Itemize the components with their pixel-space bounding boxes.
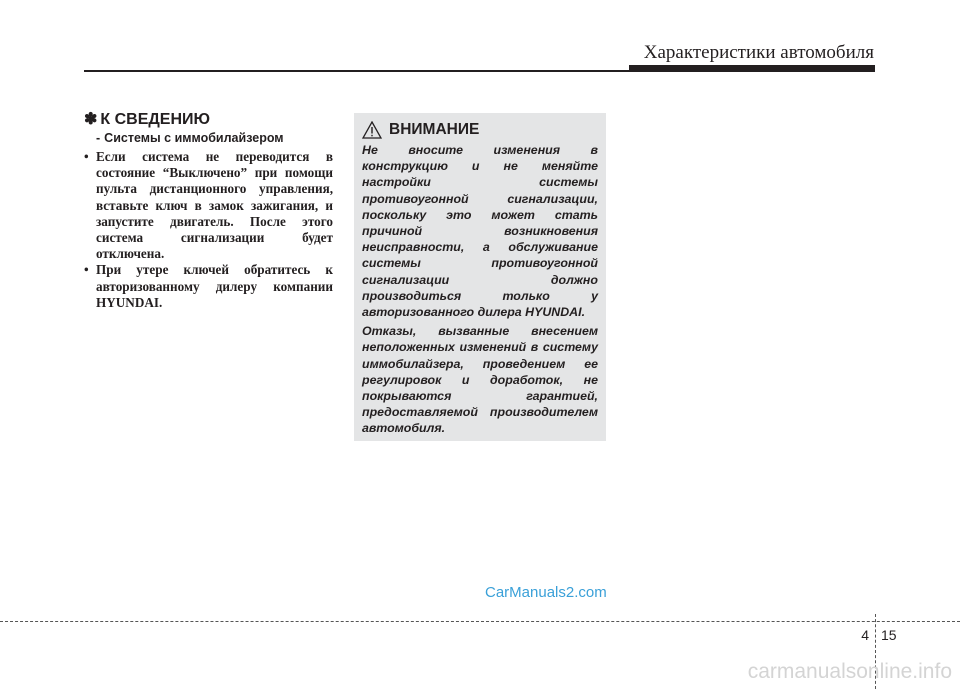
- watermark-link[interactable]: CarManuals2.com: [485, 584, 607, 601]
- header-rule-accent: [629, 65, 875, 72]
- list-item-text: При утере ключей обратитесь к авторизованному дилеру компании HYUNDAI.: [96, 262, 333, 310]
- info-heading: [84, 110, 333, 129]
- info-subheading: [96, 131, 333, 145]
- chapter-title: Характеристики автомобиля: [643, 42, 874, 63]
- page-number: 15: [881, 627, 897, 643]
- warning-header: [362, 121, 598, 139]
- warning-triangle-icon: [362, 121, 382, 139]
- footer-divider: [0, 621, 960, 622]
- list-item: [84, 149, 333, 262]
- bullet-icon: •: [84, 149, 89, 164]
- header-rule: [84, 70, 629, 72]
- subheading-dash: -: [96, 131, 101, 145]
- list-item: [84, 262, 333, 311]
- warning-title: ВНИМАНИЕ: [389, 121, 480, 138]
- info-subheading-text: Системы с иммобилайзером: [104, 131, 284, 145]
- chapter-number: 4: [861, 627, 869, 643]
- warning-box: [354, 113, 606, 441]
- warning-paragraph: Не вносите изменения в конструкцию и не меняйте настройки системы противоугонной сигнализации, поскольку это может стать причиной возникновения неисправности, а обслуживание системы противоугонной сигнализации должно производиться только у авторизованного дилера HYUNDAI.: [362, 143, 598, 320]
- info-bullet-list: [84, 149, 333, 311]
- list-item-text: Если система не переводится в состояние “Выключено” при помощи пульта дистанционного управления, вставьте ключ в замок зажигания, и запустите двигатель. После этого система сигнализации будет отключена.: [96, 149, 333, 262]
- info-heading-text: К СВЕДЕНИЮ: [100, 111, 211, 128]
- info-section: [84, 110, 333, 311]
- warning-paragraph: Отказы, вызванные внесением неположенных изменений в систему иммобилайзера, проведением ее регулировок и доработок, не покрываются гарантией, предоставляемой производителем автомобиля.: [362, 324, 598, 436]
- footer-site-link[interactable]: carmanualsonline.info: [747, 660, 952, 683]
- bullet-icon: •: [84, 262, 89, 278]
- asterisk-icon: ✽: [84, 111, 98, 128]
